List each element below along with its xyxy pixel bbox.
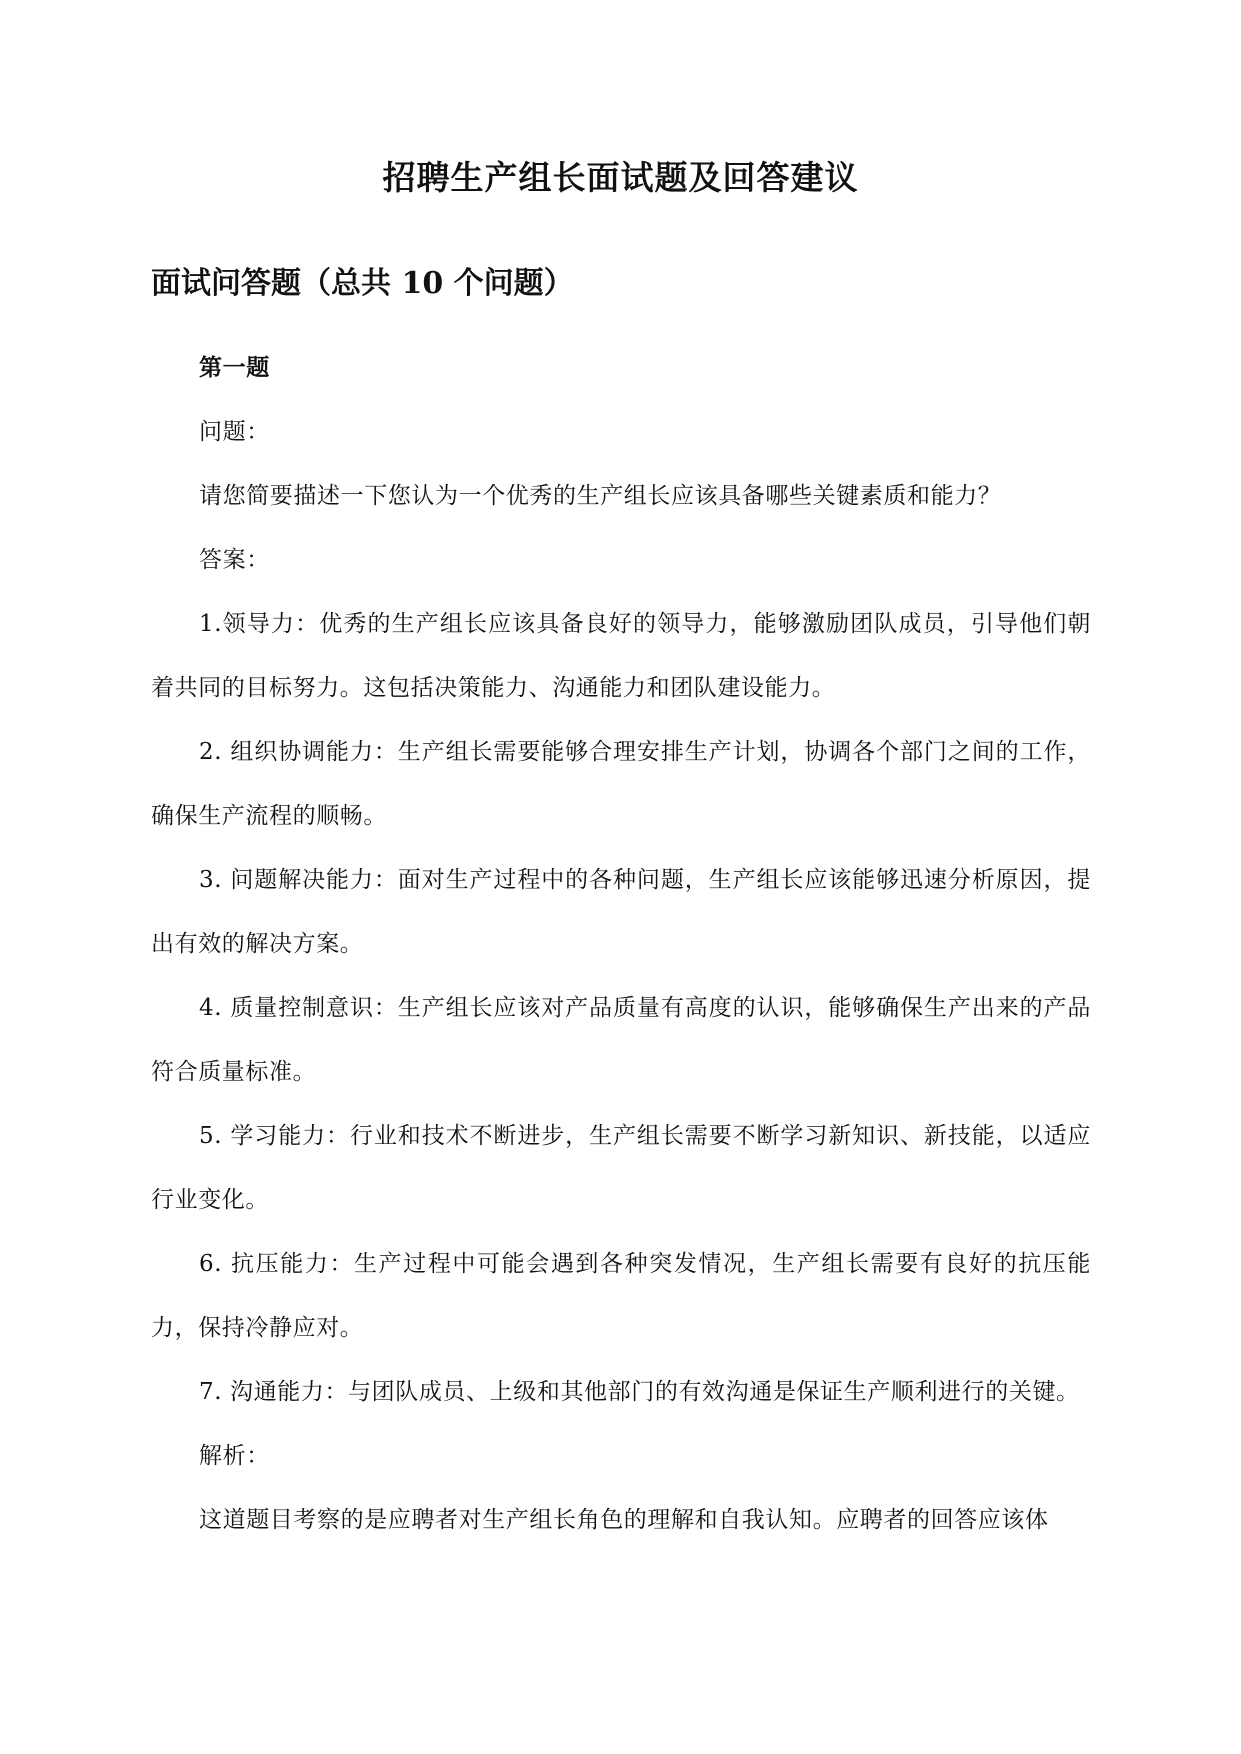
answer-item-4: 4. 质量控制意识：生产组长应该对产品质量有高度的认识，能够确保生产出来的产品符合质量标准。 [151,995,1091,1085]
answer-item-3: 3. 问题解决能力：面对生产过程中的各种问题，生产组长应该能够迅速分析原因，提出有效的解决方案。 [151,867,1091,957]
answer-item-1: 1.领导力：优秀的生产组长应该具备良好的领导力，能够激励团队成员，引导他们朝着共同的目标努力。这包括决策能力、沟通能力和团队建设能力。 [151,611,1091,701]
section-heading: 面试问答题（总共 10 个问题） [151,266,574,301]
answer-item-6: 6. 抗压能力：生产过程中可能会遇到各种突发情况，生产组长需要有良好的抗压能力，保持冷静应对。 [151,1251,1091,1341]
analysis-text: 这道题目考察的是应聘者对生产组长角色的理解和自我认知。应聘者的回答应该体 [199,1507,1049,1533]
question-label: 第一题 [199,354,270,381]
analysis-heading: 解析： [199,1443,270,1469]
question-text: 请您简要描述一下您认为一个优秀的生产组长应该具备哪些关键素质和能力？ [199,483,1002,509]
answer-heading: 答案： [199,547,270,573]
answer-item-5: 5. 学习能力：行业和技术不断进步，生产组长需要不断学习新知识、新技能，以适应行业变化。 [151,1123,1091,1213]
document-title: 招聘生产组长面试题及回答建议 [382,158,859,197]
document-body [151,351,1091,1567]
answer-item-7: 7. 沟通能力：与团队成员、上级和其他部门的有效沟通是保证生产顺利进行的关键。 [199,1379,1080,1405]
answer-item-2: 2. 组织协调能力：生产组长需要能够合理安排生产计划，协调各个部门之间的工作，确保生产流程的顺畅。 [151,739,1091,829]
question-heading: 问题： [199,419,270,445]
